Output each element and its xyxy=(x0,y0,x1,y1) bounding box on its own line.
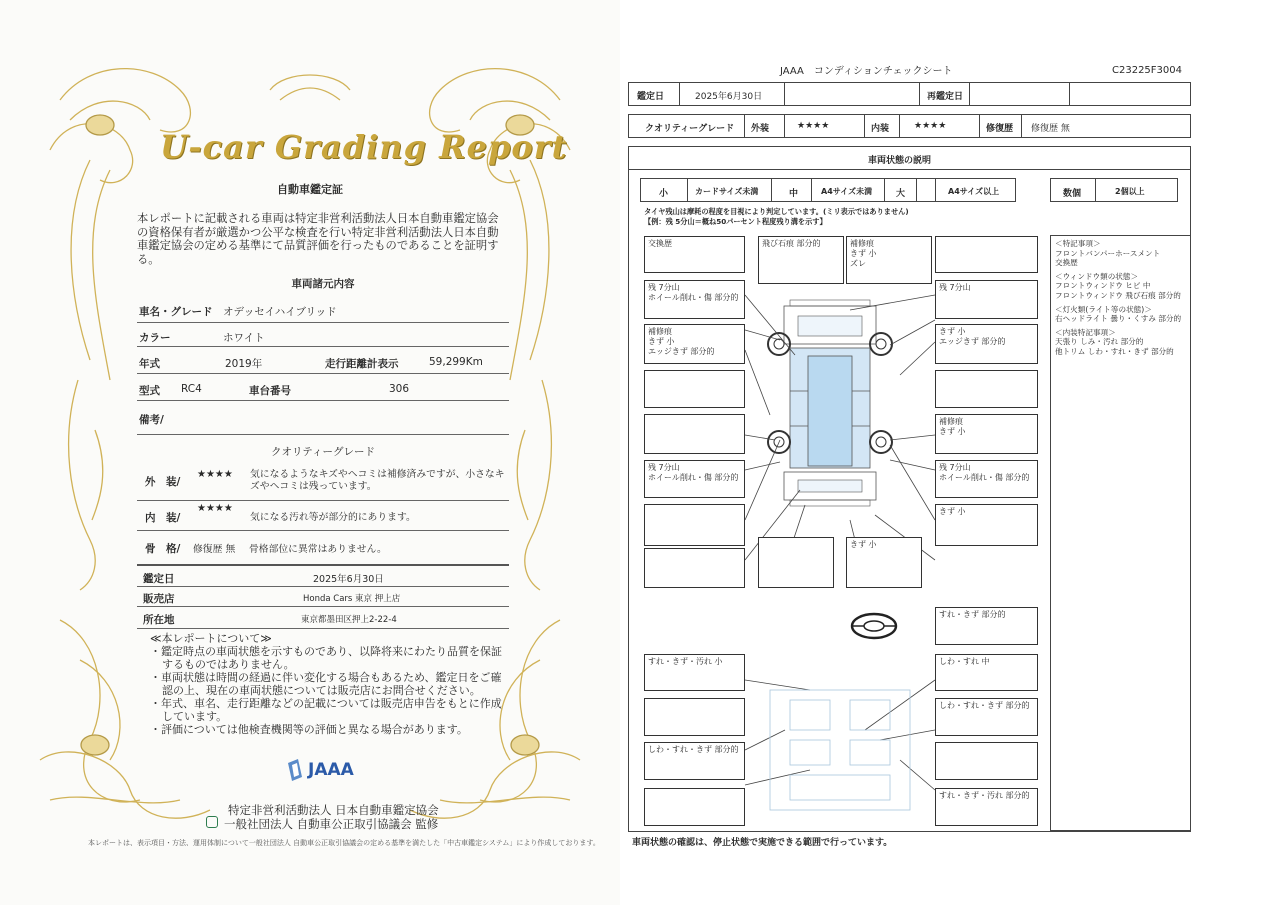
damage-box: 残 7分山 xyxy=(935,280,1038,319)
ext-label: 外装 xyxy=(751,124,770,134)
dealer-address: 東京都墨田区押上2-22-4 xyxy=(301,615,397,625)
car-color: ホワイト xyxy=(223,332,265,344)
quality-grade-row xyxy=(628,114,1191,138)
date-value: 2025年6月30日 xyxy=(695,92,763,102)
spec-row-year: 年式 2019年 走行距離計表示 59,299Km xyxy=(137,346,509,374)
remarks-panel xyxy=(1050,235,1191,831)
damage-box xyxy=(644,414,745,454)
certificate-intro: 本レポートに記載される車両は特定非営利活動法人日本自動車鑑定協会の資格保有者が厳選かつ公平な検査を行い特定非営利活動法人日本自動車鑑定協会の定める基準にて品質評価を行ったものであることを証明する。 xyxy=(137,212,499,266)
remarks-line: 天張り しみ・汚れ 部分的 xyxy=(1055,337,1144,347)
note-item: ・車両状態は時間の経過に伴い変化する場合もあるため、鑑定日をご確認の上、現在の車両状態については販売店にお問合せください。 xyxy=(150,671,502,697)
interior-text: 気になる汚れ等が部分的にあります。 xyxy=(250,512,416,523)
remarks-line: 他トリム しわ・すれ・きず 部分的 xyxy=(1055,346,1174,356)
remarks-line: 右ヘッドライト 曇り・くすみ 部分的 xyxy=(1055,314,1182,324)
inspection-date: 2025年6月30日 xyxy=(313,574,384,585)
report-footnote: 本レポートは、表示項目・方法、運用体制について一般社団法人 自動車公正取引協議会の定める基準を満たした「中古車鑑定システム」により作成しております。 xyxy=(88,839,600,847)
damage-box xyxy=(758,537,834,588)
quality-row-interior: 内 装/ ★★★★ 気になる汚れ等が部分的にあります。 xyxy=(137,500,509,531)
spec-row-remarks: 備考/ xyxy=(137,400,509,435)
date-label: 鑑定日 xyxy=(637,92,665,102)
car-model: RC4 xyxy=(181,383,202,395)
condition-check-sheet: JAAA コンディションチェックシート C23225F3004 鑑定日 2025年6月30日 再鑑定日 クオリティーグレード 外装 ★★★★ 内装 ★★★★ 修復歴 修復歴 無 車両状態の説明 小 カードサイズ未満 中 A4サイズ未満 大 A4サイズ以上 数個 2個以上 タイヤ残山は摩耗の程度を目視により判定しています。(ミリ表示ではありません) 【例：残 5分山＝概ね50パーセント程度残り溝を示す】 交換歴 飛び石痕 部分的 補修痕 きず 小 ズレ 残 7分山 ホイール削れ・傷 部分的 残 7分山 補修痕 きず 小 エッジきず 部分的 きず 小 エッジきず 部分的 補修痕 きず 小 残 7分山 ホイール削れ・傷 部分的 残 7分山 ホイール削れ・傷 部分的 きず 小 きず 小 すれ・きず 部分的 すれ・きず・汚れ 小 しわ・すれ 中 しわ・すれ・きず 部分的 しわ・すれ・きず 部分的 すれ・きず・汚れ 部分的 ＜特記事項＞ フロントバンパーホースメント 交換歴 ＜ウィンドウ類の状態＞ フロントウィンドウ ヒビ 中 フロントウィンドウ 飛び石痕 部分的 ＜灯火類(ライト等の状態)＞ 右ヘッドライト 曇り・くすみ 部分的 ＜内装特記事項＞ 天張り しみ・汚れ 部分的 他トリム しわ・すれ・きず 部分的 車両状態の確認は、停止状態で実施できる範囲で行っています。 xyxy=(620,0,1280,905)
damage-box: きず 小 xyxy=(935,504,1038,546)
count-legend: 数個 2個以上 xyxy=(1050,178,1178,202)
quality-row-exterior: 外 装/ ★★★★ 気になるようなキズやヘコミは補修済みですが、小さなキズやヘコミは残っています。 xyxy=(137,462,509,501)
remarks-line: フロントバンパーホースメント xyxy=(1055,248,1161,258)
remarks-line: フロントウィンドウ ヒビ 中 xyxy=(1055,281,1151,291)
quality-row-frame: 骨 格/ 修復歴 無 骨格部位に異常はありません。 xyxy=(137,530,509,566)
damage-box: 補修痕 きず 小 ズレ xyxy=(846,236,932,284)
damage-box: すれ・きず 部分的 xyxy=(935,607,1038,645)
spec-row-color: カラー ホワイト xyxy=(137,322,509,347)
fair-trade-seal-icon xyxy=(206,816,218,828)
ext-stars: ★★★★ xyxy=(797,121,830,131)
note-item: ・年式、車名、走行距離などの記載については販売店申告をもとに作成しています。 xyxy=(150,697,502,723)
int-label: 内装 xyxy=(871,124,890,134)
qg-label: クオリティーグレード xyxy=(645,124,735,134)
damage-box: 補修痕 きず 小 エッジきず 部分的 xyxy=(644,324,745,364)
damage-box xyxy=(935,742,1038,780)
spec-heading: 車両諸元内容 xyxy=(291,278,355,290)
damage-box: きず 小 エッジきず 部分的 xyxy=(935,324,1038,364)
frame-value: 修復歴 無 xyxy=(193,544,236,555)
size-legend: 小 カードサイズ未満 中 A4サイズ未満 大 xyxy=(640,178,936,202)
damage-box: 残 7分山 ホイール削れ・傷 部分的 xyxy=(935,460,1038,498)
exterior-text: 気になるようなキズやヘコミは補修済みですが、小さなキズやヘコミは残っています。 xyxy=(250,469,505,492)
note-item: ・評価については他検査機関等の評価と異なる場合があります。 xyxy=(150,723,468,736)
damage-box: しわ・すれ・きず 部分的 xyxy=(935,698,1038,736)
jaaa-brand: JAAA xyxy=(308,760,354,780)
remarks-line: ＜灯火類(ライト等の状態)＞ xyxy=(1055,304,1152,314)
org-jaaa: 特定非営利活動法人 日本自動車鑑定協会 xyxy=(228,803,439,817)
damage-box: きず 小 xyxy=(846,537,922,588)
damage-box: 交換歴 xyxy=(644,236,745,273)
date-row xyxy=(628,82,1191,106)
damage-box: 飛び石痕 部分的 xyxy=(758,236,844,284)
info-row-dealer: 販売店 Honda Cars 東京 押上店 xyxy=(137,586,509,607)
repair-value: 修復歴 無 xyxy=(1031,124,1070,134)
sheet-title: JAAA コンディションチェックシート xyxy=(780,66,953,77)
info-row-address: 所在地 東京都墨田区押上2-22-4 xyxy=(137,606,509,629)
remarks-line: ＜特記事項＞ xyxy=(1055,239,1101,248)
car-year: 2019年 xyxy=(225,358,263,370)
report-title: U-car Grading Report xyxy=(160,128,568,166)
remarks-line: ＜内装特記事項＞ xyxy=(1055,327,1116,337)
dealer-name: Honda Cars 東京 押上店 xyxy=(303,594,401,604)
interior-diagram xyxy=(760,680,920,820)
car-name: オデッセイハイブリッド xyxy=(223,306,337,318)
damage-box xyxy=(644,698,745,736)
damage-box xyxy=(644,548,745,588)
steering-wheel-icon xyxy=(850,612,898,640)
jaaa-logo-icon xyxy=(286,759,304,781)
report-notes xyxy=(150,632,510,736)
quality-heading: クオリティーグレード xyxy=(271,446,375,458)
spec-row-model: 型式 RC4 車台番号 306 xyxy=(137,373,509,401)
sheet-code: C23225F3004 xyxy=(1112,65,1182,76)
remarks-line: ＜ウィンドウ類の状態＞ xyxy=(1055,271,1139,281)
int-stars: ★★★★ xyxy=(914,121,947,131)
section-title: 車両状態の説明 xyxy=(868,156,932,166)
damage-box: 残 7分山 ホイール削れ・傷 部分的 xyxy=(644,460,745,498)
spec-row-name: 車名・グレード オデッセイハイブリッド xyxy=(137,296,509,323)
damage-box: 補修痕 きず 小 xyxy=(935,414,1038,454)
damage-box: すれ・きず・汚れ 部分的 xyxy=(935,788,1038,826)
repair-label: 修復歴 xyxy=(986,124,1014,134)
remarks-line: 交換歴 xyxy=(1055,258,1078,268)
tire-note-1: タイヤ残山は摩耗の程度を目視により判定しています。(ミリ表示ではありません) xyxy=(644,207,909,216)
grading-report-page xyxy=(0,0,620,905)
damage-box: しわ・すれ・きず 部分的 xyxy=(644,742,745,780)
remarks-line: フロントウィンドウ 飛び石痕 部分的 xyxy=(1055,290,1181,300)
damage-box xyxy=(935,236,1038,273)
exterior-stars: ★★★★ xyxy=(197,469,233,480)
tire-note-2: 【例：残 5分山＝概ね50パーセント程度残り溝を示す】 xyxy=(644,217,827,226)
redate-label: 再鑑定日 xyxy=(927,92,964,102)
damage-box: すれ・きず・汚れ 小 xyxy=(644,654,745,691)
interior-stars: ★★★★ xyxy=(197,503,233,514)
damage-box xyxy=(644,370,745,408)
certificate-subtitle: 自動車鑑定証 xyxy=(277,183,343,196)
org-fair-trade: 一般社団法人 自動車公正取引協議会 監修 xyxy=(224,817,439,831)
damage-box xyxy=(935,370,1038,408)
car-mileage: 59,299Km xyxy=(429,356,483,368)
damage-box: 残 7分山 ホイール削れ・傷 部分的 xyxy=(644,280,745,319)
note-item: ・鑑定時点の車両状態を示すものであり、以降将来にわたり品質を保証するものではありません。 xyxy=(150,645,502,671)
damage-box: しわ・すれ 中 xyxy=(935,654,1038,691)
car-chassis: 306 xyxy=(389,383,410,395)
info-row-date: 鑑定日 2025年6月30日 xyxy=(137,566,509,587)
sheet-footer: 車両状態の確認は、停止状態で実施できる範囲で行っています。 xyxy=(632,838,893,848)
frame-text: 骨格部位に異常はありません。 xyxy=(249,544,387,555)
damage-box xyxy=(644,504,745,546)
notes-heading: ≪本レポートについて≫ xyxy=(150,632,272,645)
damage-box xyxy=(644,788,745,826)
